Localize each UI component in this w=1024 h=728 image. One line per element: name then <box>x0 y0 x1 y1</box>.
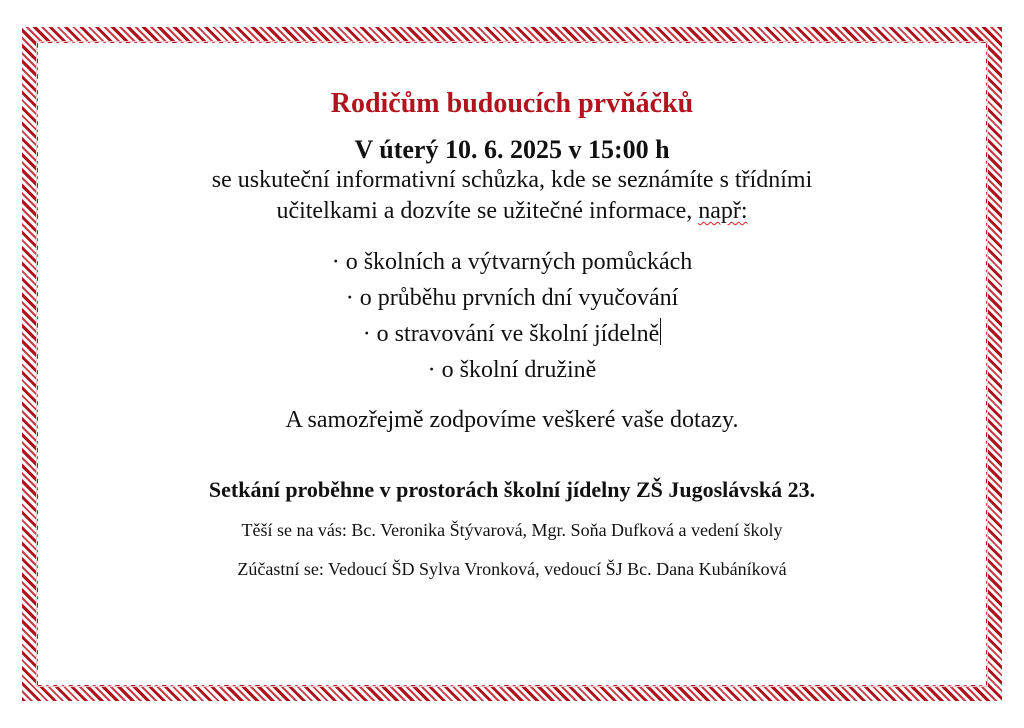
participants-line: Zúčastní se: Vedoucí ŠD Sylva Vronková, vedoucí ŠJ Bc. Dana Kubáníková <box>237 559 787 579</box>
meeting-topics-list <box>60 244 964 388</box>
meeting-venue: Setkání proběhne v prostorách školní jídelny ZŠ Jugoslávská 23. <box>208 477 816 502</box>
text-insertion-cursor <box>660 318 661 345</box>
intro-line-1: se uskuteční informativní schůzka, kde se seznámíte s třídními <box>211 167 813 193</box>
topic-school-meals <box>60 316 964 352</box>
document-body[interactable] <box>60 86 964 581</box>
questions-note: A samozřejmě zodpovíme veškeré vaše dotazy. <box>285 407 739 433</box>
topic-school-meals-text: · o stravování ve školní jídelně <box>362 321 660 347</box>
invitation-title: Rodičům budoucích prvňáčků <box>330 88 694 119</box>
spellcheck-flagged-word[interactable]: např: <box>698 198 748 224</box>
meeting-intro <box>60 165 964 227</box>
topic-after-school-club: · o školní družině <box>427 357 597 383</box>
topic-school-supplies: · o školních a výtvarných pomůckách <box>331 249 693 275</box>
intro-line-2 <box>60 196 964 227</box>
organizers-line: Těší se na vás: Bc. Veronika Štývarová, Mgr. Soňa Dufková a vedení školy <box>241 520 783 540</box>
meeting-date-time: V úterý 10. 6. 2025 v 15:00 h <box>354 135 670 164</box>
intro-line-2-text: učitelkami a dozvíte se užitečné informace, <box>276 198 699 224</box>
topic-first-days: · o průběhu prvních dní vyučování <box>345 285 679 311</box>
